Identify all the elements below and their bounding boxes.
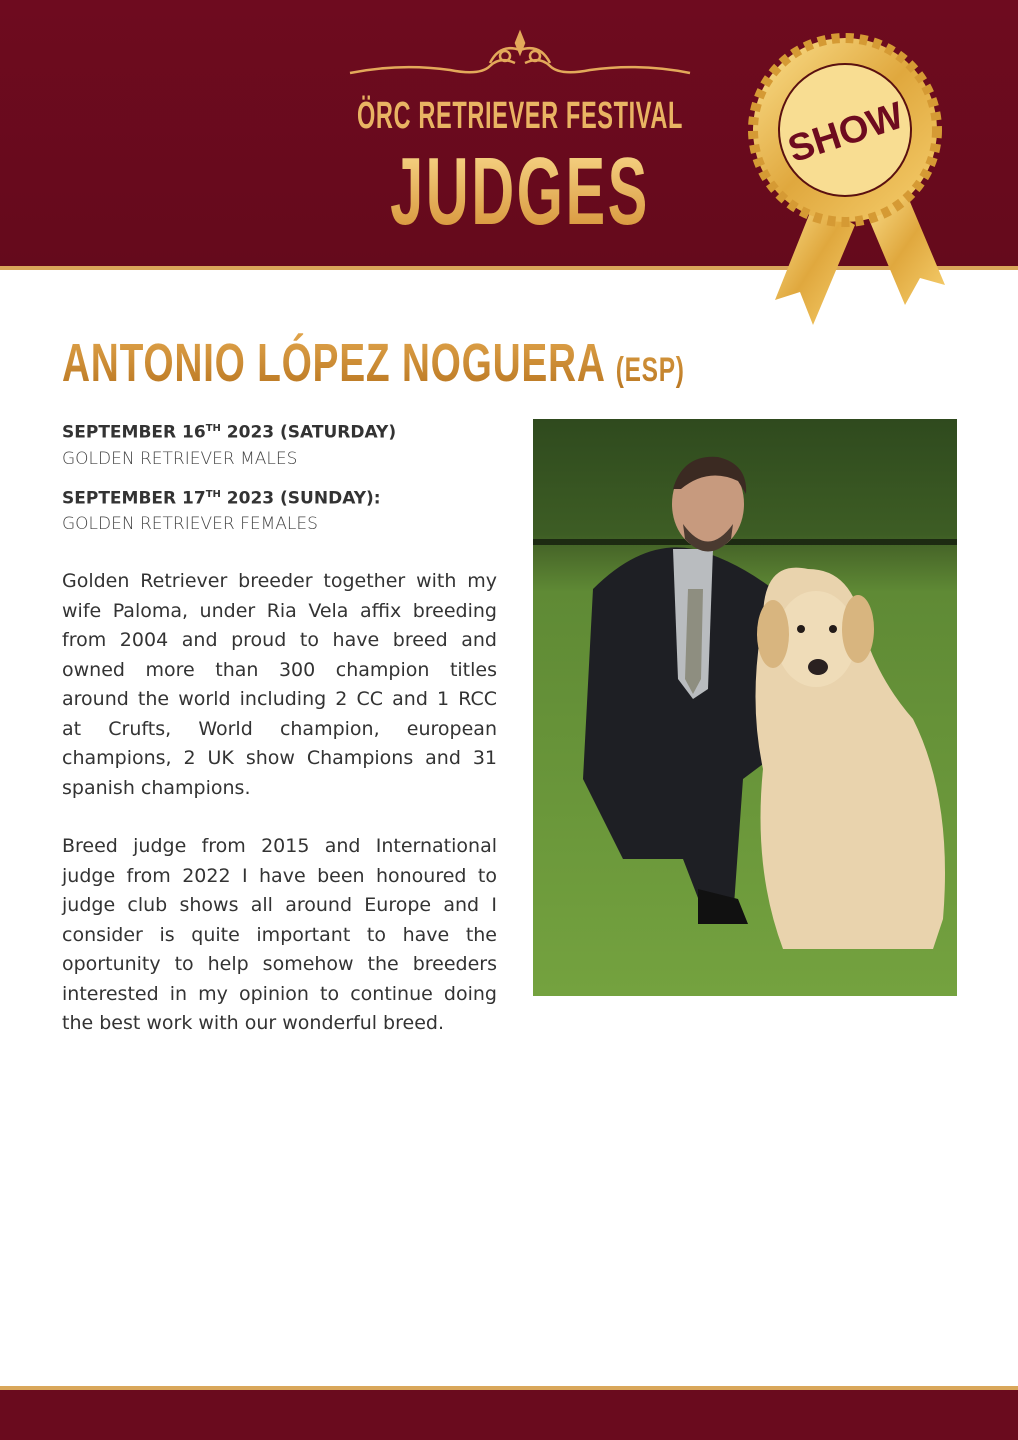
- judge-photo: [533, 419, 957, 996]
- schedule-class: GOLDEN RETRIEVER FEMALES: [62, 514, 318, 535]
- schedule-date: SEPTEMBER 17TH 2023 (SUNDAY):: [62, 488, 381, 509]
- schedule-class: GOLDEN RETRIEVER MALES: [62, 448, 298, 469]
- festival-title: ÖRC RETRIEVER FESTIVAL: [356, 95, 684, 137]
- judge-country: (ESP): [615, 351, 685, 389]
- judge-biography: [62, 567, 497, 1068]
- badge-label: SHOW: [783, 94, 909, 172]
- schedule: [62, 416, 396, 547]
- bio-paragraph: Breed judge from 2015 and International judge from 2022 I have been honoured to judge club shows all around Europe and I consider is quite important to have the oportunity to help somehow the breeders interested in my opinion to continue doing the best work with our wonderful breed.: [62, 835, 497, 1034]
- judge-name-text: ANTONIO LÓPEZ NOGUERA: [62, 333, 605, 393]
- judge-name: [62, 332, 685, 394]
- bio-paragraph: Golden Retriever breeder together with my wife Paloma, under Ria Vela affix breeding from 2004 and proud to have breed and owned more than 300 champion titles around the world including 2 CC and 1 RCC at Crufts, World champion, european champions, 2 UK show Champions and 31 spanish champions.: [62, 570, 497, 799]
- footer-banner: [0, 1386, 1018, 1440]
- show-rosette-badge: [745, 30, 955, 330]
- ornament-icon: [340, 28, 700, 88]
- schedule-date: SEPTEMBER 16TH 2023 (SATURDAY): [62, 422, 397, 443]
- page-title: JUDGES: [384, 142, 657, 242]
